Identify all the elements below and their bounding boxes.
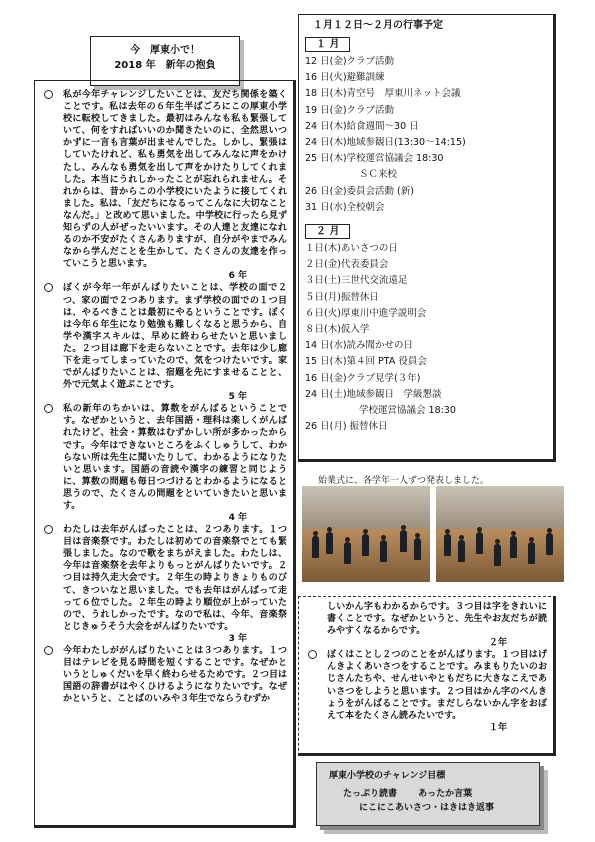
ceremony-photo-2	[436, 486, 564, 582]
essay-grade-label: ２年	[488, 638, 507, 649]
schedule-title: １月１２日～２月の行事予定	[313, 20, 443, 31]
schedule-event: １日(木)あいさつの日	[305, 243, 398, 255]
title-line-1: 今 厚東小で！	[130, 45, 200, 56]
essay-grade-label: 5 年	[228, 392, 247, 403]
schedule-event: ８日(木)仮入学	[305, 324, 370, 336]
newsletter-title-box	[90, 36, 240, 86]
schedule-event: ６日(火)厚東川中進学説明会	[305, 307, 427, 319]
essay-grade-3	[41, 524, 287, 633]
essay-text: わたしは去年がんばったことは、２つあります。１つ目は音楽祭です。わたしは初めての音楽祭でとても緊張しました。なので歌をまちがえました。わたしは、今年は音楽祭を去年よりもっとがんばりたいです。２つ目は持久走大会です。２年生の時よりきょりものびて、きついなと思いました。でも去年はがんばって走って６位でした。２年生の時より順位が上がっていたので、うれしかったです。なので私は、今年、音楽祭とじきゅうそう大会をがんばりたいです。	[63, 525, 287, 632]
essay-text: 私が今年チャレンジしたいことは、友だち関係を築くことです。私は去年の６年生半ばごろにこの厚東小学校に転校してきました。最初はみんなも私も緊張していて、何をすればいいのか聞きたいのに、全然思いつかずに一言も言葉が出ませんでした。しかし、緊張はしていたけれど、私も勇気を出してみんなに声をかけたし、みんなも勇気を出して声をかけたりしてくれました。本当にうれしかったことが忘れられません。それからは、昔からこの小学校にいたように接してくれました。私は、「友だちになるってこんなに大切なことなんだ。」と改めて思いました。中学校に行ったら見ず知らずの人がぜったいいます。その人達と友達になれるのか不安がたくさんありますが、自分がやまでみんなから学んだことを生かして、たくさんの友達を作っていこうと思います。	[63, 90, 287, 270]
goal-item: たっぷり読書	[343, 789, 398, 799]
left-essay-column	[34, 80, 296, 828]
essay-text: 今年わたしががんばりたいことは３つあります。１つ目はテレビを見る時間を短くすることです。なぜかというとしゅくだいを早く終わらせるためです。２つ目は国語の辞書がはやくひけるようになりたいです。なぜかというと、ことばのいみや３年生でならうむずか	[63, 645, 288, 705]
circle-bullet-icon	[44, 90, 53, 99]
right-essay-box	[298, 596, 556, 756]
schedule-event: 14 日(水)読み聞かせの日	[305, 340, 414, 352]
goals-line-2: にこにこあいさつ・はきはき返事	[359, 803, 495, 813]
essay-grade-6	[41, 89, 287, 270]
schedule-event: 24 日(木)給食週間～30 日	[305, 120, 419, 132]
schedule-event: 15 日(木)第４回 PTA 役員会	[305, 356, 427, 368]
photo-caption: 始業式に、各学年一人ずつ発表しました。	[318, 476, 490, 486]
schedule-event: 26 日(月) 振替休日	[305, 421, 388, 433]
schedule-event: 24 日(土)地域参観日 学級懇談	[305, 388, 442, 400]
schedule-event: ３日(土)三世代交流遠足	[305, 275, 408, 287]
schedule-event: 19 日(金)クラブ活動	[305, 104, 395, 116]
school-goals-box	[316, 762, 540, 826]
goals-line-1	[329, 787, 527, 801]
circle-bullet-icon	[44, 404, 53, 413]
schedule-event: 12 日(金)クラブ活動	[305, 56, 395, 67]
essay-grade-label: 4 年	[228, 513, 247, 524]
essay-grade-label: 6 年	[228, 271, 247, 282]
schedule-event: 26 日(金)委員会活動 (新)	[305, 185, 414, 197]
month-february	[305, 222, 547, 435]
goal-item: あったか言葉	[418, 789, 473, 799]
essay-text: 私の新年のちかいは、算数をがんばるということです。なぜかというと、去年国語・理科は楽しくがんばれたけど、社会・算数はむずかしい所が多かったからです。今年はできないところをふくしゅうして、わからない所は先生に聞いたりして、わかるようになりたいと思います。国語の音読や漢字の練習と同じように、算数の問題も毎日つづけるとわかるようになると思うので、たくさんの問題をといていきたいと思います。	[63, 404, 287, 511]
goals-title: 厚東小学校のチャレンジ目標	[329, 771, 446, 781]
essay-text: ぼくが今年一年がんばりたいことは、学校の面で２つ、家の面で２つあります。まず学校の面での１つ目は、やるべきことは最初にやるということです。ぼくは今年６年生になり勉強も難しくなると思うから、自学や漢字スキルは、早めに終わらせたいと思いました。２つ目は廊下を走らないことです。去年は少し廊下を走ってしまっていたので、気をつけたいです。家でがんばりたいことは、宿題を先にすませることと、外で元気よく遊ぶことです。	[63, 283, 287, 391]
schedule-event: ５日(月)振替休日	[305, 291, 379, 303]
schedule-event: 25 日(木)学校運営協議会 18:30	[305, 153, 444, 165]
month-label: １ 月	[305, 37, 350, 52]
schedule-event: 16 日(金)クラブ見学(３年)	[305, 372, 421, 384]
circle-bullet-icon	[44, 283, 53, 292]
essay-grade-label: 3 年	[228, 633, 247, 644]
essay-text: ぼくはことし２つのことをがんばります。１つ目はげんきよくあいさつをすることです。みまもりたいのおじさんたちや、せんせいやともだちに大きなこえであいさつをしようと思います。２つ目はかん字のべんきょうをがんばることです。まだしらないかん字をおぼえて本をたくさん読みたいです。	[327, 650, 547, 721]
circle-bullet-icon	[44, 525, 53, 534]
essay-grade-2	[41, 645, 287, 705]
title-line-2: 2018 年 新年の抱負	[114, 60, 216, 71]
schedule-event: 18 日(木)青空号 厚東川ネット会議	[305, 88, 461, 100]
schedule-event: 16 日(火)避難訓練	[305, 72, 385, 84]
essay-grade-4	[41, 403, 287, 512]
schedule-event: 24 日(木)地域参観日(13:30～14:15)	[305, 137, 466, 149]
schedule-event: ２日(金)代表委員会	[305, 259, 389, 271]
schedule-event: 学校運営協議会 18:30	[359, 405, 456, 417]
schedule-event: 31 日(水)全校朝会	[305, 201, 385, 213]
essay-continuation: しいかん字もわかるからです。３つ目は字をきれいに書くことです。なぜかというと、先生やお友だちが読みやすくなるからです。	[327, 602, 547, 637]
circle-bullet-icon	[44, 646, 53, 655]
event-schedule-box	[298, 14, 556, 462]
month-label: ２ 月	[305, 224, 350, 239]
essay-grade-5	[41, 282, 287, 391]
ceremony-photo-1	[302, 486, 430, 582]
essay-grade-label: １年	[488, 722, 507, 733]
circle-bullet-icon	[308, 650, 317, 659]
essay-grade-1	[305, 649, 547, 722]
schedule-event: ＳＣ来校	[359, 169, 398, 181]
month-january	[305, 35, 547, 216]
